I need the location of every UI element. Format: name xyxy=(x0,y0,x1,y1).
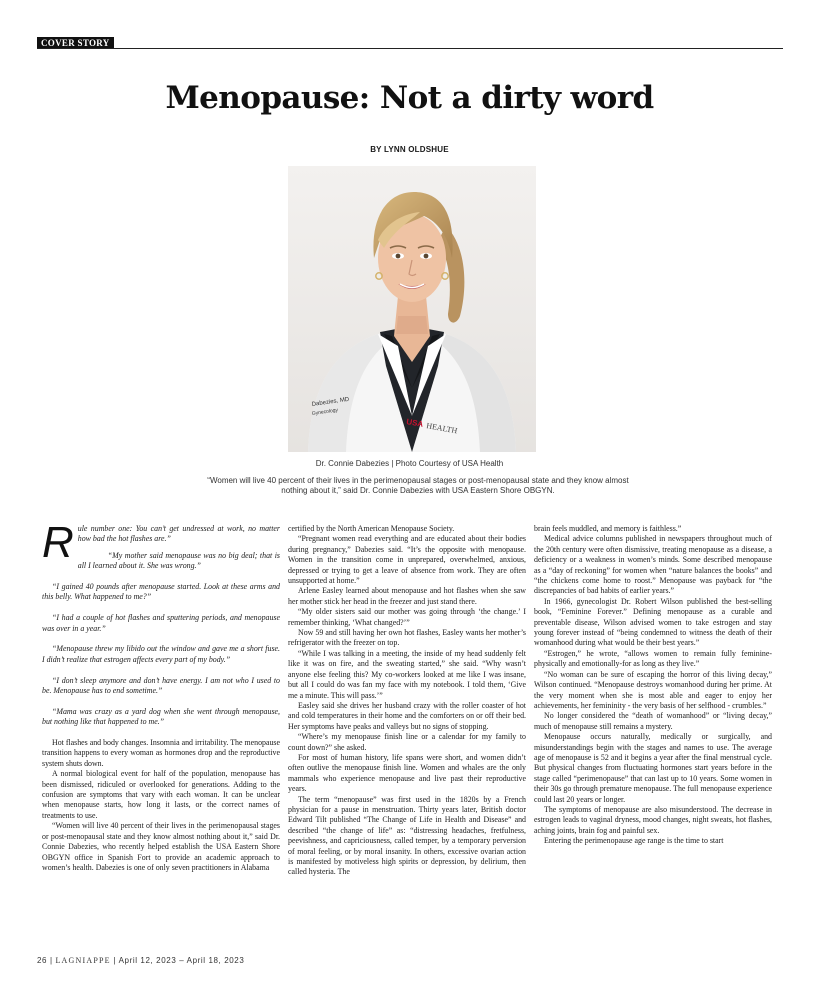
pull-quote: “Women will live 40 percent of their lives in the perimenopausal stages or post-menopausal state and they know almost nothing about it,” said Dr. Connie Dabezies with USA Eastern Shore OBGYN. xyxy=(207,476,629,495)
article-paragraph: “Women will live 40 percent of their lives in the perimenopausal stages or post-menopausal state and they know almost nothing about it,” said Dr. Connie Dabezies, who recently helped establish the USA Eastern Shore OBGYN office in Spanish Fort to provide an academic approach to women’s health. Dabezies is one of only seven practitioners in Alabama xyxy=(42,821,280,872)
article-column-1 xyxy=(42,518,280,873)
article-paragraph: certified by the North American Menopause Society. xyxy=(288,524,455,533)
coat-logo-mark: USA xyxy=(405,417,424,429)
article-paragraph: Hot flashes and body changes. Insomnia and irritability. The menopause transition happens to every woman as hormones drop and the reproductive system shuts down. xyxy=(42,738,280,768)
article-column-2 xyxy=(288,524,526,878)
portrait-photo xyxy=(288,166,536,452)
article-paragraph: “I gained 40 pounds after menopause started. Look at these arms and this belly. What happened to me?” xyxy=(42,582,280,602)
article-paragraph: “I don’t sleep anymore and don’t have energy. I am not who I used to be. Menopause has to end sometime.” xyxy=(42,675,280,696)
article-paragraph: “Where’s my menopause finish line or a calendar for my family to count down?” she asked. xyxy=(288,732,526,752)
article-paragraph: Medical advice columns published in newspapers throughout much of the 20th century were often dismissive, treating menopause as a disease, a deficiency or a weakness in women’s minds. Some described menopause as a “day of reckoning” for women when “nature balances the books” and “the chickens come home to roost.” Menopause was payback for “the discrepancies of bad habits of earlier years.” xyxy=(534,534,772,596)
drop-cap: R xyxy=(42,518,74,567)
article-paragraph: “Menopause threw my libido out the window and gave me a short fuse. I didn’t realize that estrogen affects every part of my body.” xyxy=(42,644,280,664)
coat-name-text: Dabezies, MD xyxy=(311,396,350,408)
article-paragraph: Now 59 and still having her own hot flashes, Easley wants her mother’s refrigerator with the freezer on top. xyxy=(288,628,526,648)
headline: Menopause: Not a dirty word xyxy=(165,80,654,116)
article-paragraph: “I had a couple of hot flashes and sputtering periods, and menopause was over in a year.” xyxy=(42,613,280,633)
portrait-illustration xyxy=(288,166,536,452)
page-footer xyxy=(37,956,244,965)
article-paragraph: “While I was talking in a meeting, the inside of my head suddenly felt like it was on fire, and the sweating started,” she said. “Why wasn’t anyone else feeling this? My co-workers looked at me like I was insane, but all I could do was fan my face with my notebook. I told them, ‘Give me a minute. This will pass.’” xyxy=(288,648,526,700)
article-paragraph: “My older sisters said our mother was going through ‘the change.’ I remember thinking, ‘What changed?’” xyxy=(288,607,526,627)
coat-logo-text: HEALTH xyxy=(425,421,459,436)
article-column-3 xyxy=(534,524,772,847)
article-paragraph: In 1966, gynecologist Dr. Robert Wilson published the best-selling book, “Feminine Forever.” Defining menopause as a curable and preventable disease, Wilson advised women to take estrogen and stay young forever instead of “being condemned to witness the death of their womanhood during what would be their best years.” xyxy=(534,596,772,648)
article-paragraph: A normal biological event for half of the population, menopause has been dismissed, ridiculed or overlooked for generations. Adding to the confusion are symptoms that vary with each woman. It can be unclear when menopause starts, how long it lasts, or the correct names of treatments to use. xyxy=(42,769,280,820)
article-paragraph: ule number one: You can’t get undressed at work, no matter how bad the hot flashes are.” xyxy=(77,524,280,544)
article-paragraph: The term “menopause” was first used in the 1820s by a French physician for a pause in menstruation. Thirty years later, British doctor Edward Tilt published “The Change of Life in Health and Disease” and described “the change of life” as: “distressing headaches, fretfulness, peevishness, and capriciousness, called temper, by a temporary perversion of moral feeling, or by moral insanity. In others, excessive ovarian action is manifested by motiveless high spirits or depression, by delirium, then called hysteria. The xyxy=(288,794,526,877)
section-tag: COVER STORY xyxy=(37,37,114,48)
article-paragraph: For most of human history, life spans were short, and women didn’t often outlive the menopause finish line. Women and whales are the only mammals who experience menopause and live past their reproductive years. xyxy=(288,752,526,794)
article-paragraph: Arlene Easley learned about menopause and hot flashes when she saw her mother stick her head in the freezer and just stand there. xyxy=(288,586,526,606)
article-paragraph: brain feels muddled, and memory is faithless.” xyxy=(534,524,682,533)
article-paragraph: “Estrogen,” he wrote, “allows women to remain fully feminine-physically and emotionally-for as long as they live.” xyxy=(534,648,772,669)
footer-separator: | xyxy=(113,956,117,965)
article-paragraph: No longer considered the “death of womanhood” or “living decay,” much of menopause still remains a mystery. xyxy=(534,711,772,731)
article-paragraph: “No woman can be sure of escaping the horror of this living decay,” Wilson continued. “Menopause destroys womanhood during her prime. At the very moment when she is most able and eager to enjoy her achievements, her femininity - the very basis of her selfhood - crumbles.” xyxy=(534,669,772,710)
issue-dates: April 12, 2023 – April 18, 2023 xyxy=(118,956,245,965)
footer-separator: | xyxy=(49,956,53,965)
photo-credit: Dr. Connie Dabezies | Photo Courtesy of USA Health xyxy=(315,459,504,468)
article-paragraph: “Pregnant women read everything and are educated about their bodies during pregnancy,” Dabezies said. “It’s the opposite with menopause. Women in the transition come in unprepared, overwhelmed, anxious, depressed or trying to get a leave of absence from work. They are often unsupported at home.” xyxy=(288,534,526,586)
article-paragraph: “Mama was crazy as a yard dog when she went through menopause, but nothing like that happened to me.” xyxy=(42,706,280,727)
publication-name: LAGNIAPPE xyxy=(55,956,111,965)
coat-dept-text: Gynecology xyxy=(311,407,339,417)
article-paragraph: The symptoms of menopause are also misunderstood. The decrease in estrogen leads to vaginal dryness, mood changes, night sweats, hot flashes, aching joints, brain fog and painful sex. xyxy=(534,804,772,835)
section-header xyxy=(37,37,783,49)
page-number: 26 xyxy=(37,956,48,965)
article-paragraph: Entering the perimenopause age range is the time to start xyxy=(544,836,724,846)
article-paragraph: Menopause occurs naturally, medically or surgically, and misunderstandings begin with the stages and names to use. The average age of menopause is 52 and it begins a year after the final menstrual cycle. But physical changes from fluctuating hormones start years before in the stage called “perimenopause” that can last up to 10 years. Some women in their 30s go through premature menopause. The full menopause experience could last 20 years or longer. xyxy=(534,732,772,804)
article-paragraph: Easley said she drives her husband crazy with the roller coaster of hot and cold temperatures in their home and the comforters on or off their bed. Her symptoms have peaks and valleys but no signs of stopping. xyxy=(288,700,526,731)
article-paragraph: “My mother said menopause was no big deal; that is all I learned about it. She was wrong.” xyxy=(77,550,280,571)
byline: BY LYNN OLDSHUE xyxy=(370,145,449,154)
